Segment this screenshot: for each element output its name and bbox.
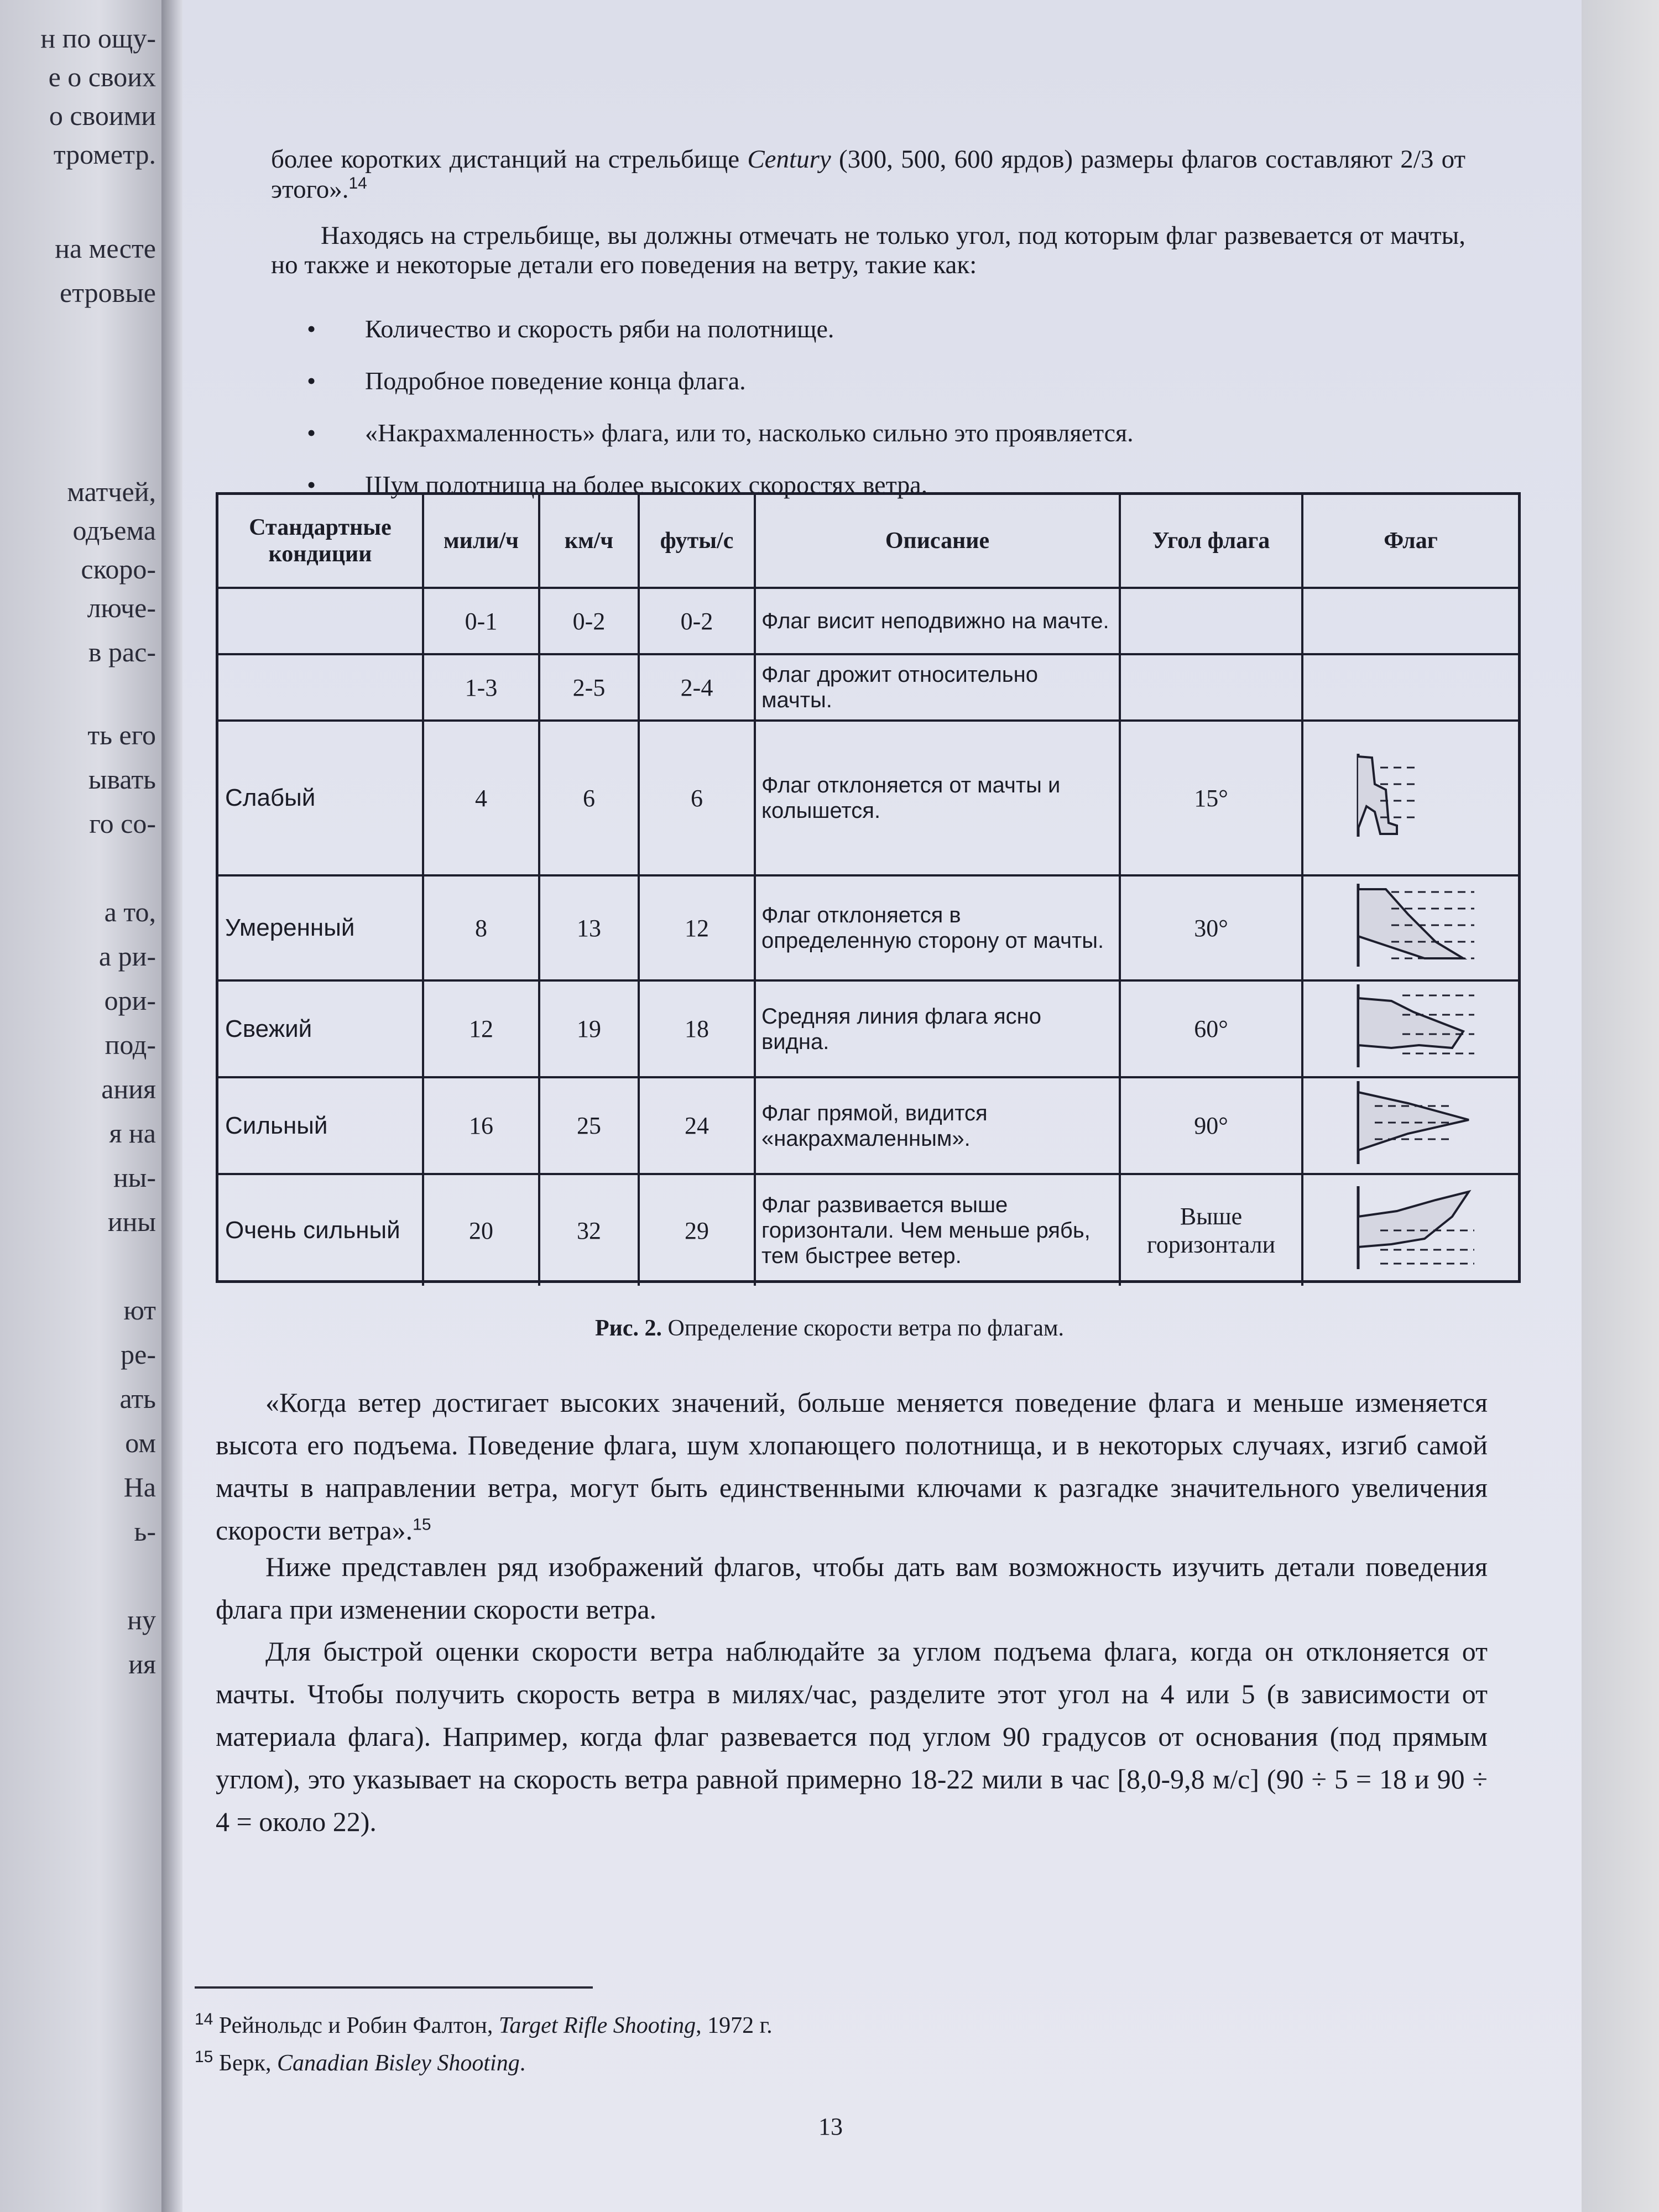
cell-angle: 30° — [1121, 877, 1303, 982]
cell-angle: Выше горизонтали — [1121, 1175, 1303, 1286]
left-page-fragment: ания — [101, 1073, 156, 1104]
flag-60-icon — [1342, 982, 1480, 1076]
left-page-fragment: На — [123, 1472, 156, 1503]
footnote-text: Берк, — [218, 2051, 272, 2076]
left-page-fragment: ют — [123, 1295, 156, 1326]
cell-fps: 29 — [640, 1175, 756, 1286]
footnote-number: 15 — [195, 2048, 213, 2066]
left-page-fragment: я на — [109, 1118, 156, 1149]
cell-flag — [1303, 589, 1518, 655]
header-flag: Флаг — [1303, 495, 1518, 589]
cell-mph: 8 — [424, 877, 540, 982]
cell-kmh: 2-5 — [540, 655, 640, 722]
cell-description: Флаг прямой, видится «накрахмаленным». — [756, 1078, 1121, 1175]
left-page-fragment: ом — [125, 1427, 156, 1458]
footnote-text: Рейнольдс и Робин Фалтон, — [218, 2013, 493, 2038]
intro-p1-text2: (300, 500, 600 ярдов) размеры флагов составляют 2/3 от этого». — [271, 145, 1466, 204]
quote-paragraph — [216, 1381, 1488, 1552]
left-page-fragment: ну — [127, 1604, 156, 1635]
left-page-fragment: ь- — [134, 1516, 156, 1547]
cell-flag — [1303, 655, 1518, 722]
cell-flag — [1303, 1078, 1518, 1175]
cell-condition: Умеренный — [218, 877, 424, 982]
cell-kmh: 19 — [540, 982, 640, 1078]
left-page-fragment: ре- — [121, 1339, 156, 1370]
footnote-italic: Canadian Bisley Shooting — [277, 2051, 520, 2076]
cell-mph: 20 — [424, 1175, 540, 1286]
cell-kmh: 13 — [540, 877, 640, 982]
bullet-item: • Количество и скорость ряби на полотнище. — [365, 303, 1416, 355]
background-surface — [1582, 0, 1659, 2212]
left-page-fragment: на месте — [55, 233, 156, 264]
left-page-fragment: го со- — [89, 808, 156, 839]
left-page-fragment: н по ощу- — [40, 23, 156, 54]
bullet-item: • Подробное поведение конца флага. — [365, 355, 1416, 407]
left-page-fragment: а ри- — [98, 941, 156, 972]
left-page-fragment: под- — [105, 1029, 156, 1060]
header-description: Описание — [756, 495, 1121, 589]
intro-p1-text: более коротких дистанций на стрельбище — [271, 145, 740, 174]
cell-flag — [1303, 877, 1518, 982]
left-page-fragment: о своими — [49, 100, 156, 131]
cell-condition: Сильный — [218, 1078, 424, 1175]
flag-30-icon — [1342, 881, 1480, 975]
cell-fps: 24 — [640, 1078, 756, 1175]
cell-angle — [1121, 655, 1303, 722]
cell-description: Средняя линия флага ясно видна. — [756, 982, 1121, 1078]
cell-mph: 0-1 — [424, 589, 540, 655]
footnote-14 — [195, 2010, 773, 2039]
bullet-item: • Шум полотнища на более высоких скоростях ветра. — [365, 459, 1416, 511]
left-page-fragment: скоро- — [81, 554, 156, 585]
paragraph-quick-estimate: Для быстрой оценки скорости ветра наблюдайте за углом подъема флага, когда он отклоняется от мачты. Чтобы получить скорость ветра в милях/час, разделите этот угол на 4 или 5 (в зависимости от материала флага). Например, когда флаг развевается под углом 90 градусов от основания (под прямым углом), это указывает на скорость ветра равной примерно 18-22 мили в час [8,0-9,8 м/с] (90 ÷ 5 = 18 и 90 ÷ 4 = около 22). — [216, 1636, 1488, 1837]
footnote-italic: Target Rifle Shooting — [498, 2013, 696, 2038]
left-page-fragment: е о своих — [48, 61, 156, 92]
cell-angle — [1121, 589, 1303, 655]
cell-fps: 0-2 — [640, 589, 756, 655]
cell-condition — [218, 655, 424, 722]
intro-paragraph-1 — [271, 145, 1465, 204]
cell-kmh: 32 — [540, 1175, 640, 1286]
cell-mph: 4 — [424, 722, 540, 877]
left-page-fragment: ны- — [113, 1162, 156, 1193]
left-page-fragment: одъема — [72, 515, 156, 546]
cell-fps: 2-4 — [640, 655, 756, 722]
left-page-fragment: лючe- — [87, 592, 156, 623]
cell-flag — [1303, 1175, 1518, 1286]
caption-label: Рис. 2. — [595, 1316, 662, 1341]
header-condition: Стандартные кондиции — [218, 495, 424, 589]
left-page-edge — [0, 0, 166, 2212]
footnote-number: 14 — [195, 2010, 213, 2028]
cell-condition: Слабый — [218, 722, 424, 877]
footnote-15 — [195, 2048, 525, 2077]
cell-kmh: 0-2 — [540, 589, 640, 655]
caption-text: Определение скорости ветра по флагам. — [667, 1316, 1064, 1341]
cell-description: Флаг висит неподвижно на мачте. — [756, 589, 1121, 655]
header-kmh: км/ч — [540, 495, 640, 589]
header-fps: футы/с — [640, 495, 756, 589]
footnote-text-end: , 1972 г. — [696, 2013, 773, 2038]
intro-p1-italic: Century — [747, 145, 831, 174]
cell-description: Флаг дрожит относительно мачты. — [756, 655, 1121, 722]
cell-description: Флаг отклоняется от мачты и колышется. — [756, 722, 1121, 877]
left-page-fragment: ори- — [104, 985, 156, 1016]
wind-speed-table — [216, 492, 1521, 1283]
cell-angle: 60° — [1121, 982, 1303, 1078]
cell-condition: Очень сильный — [218, 1175, 424, 1286]
cell-fps: 18 — [640, 982, 756, 1078]
left-page-fragment: етровые — [59, 277, 156, 308]
cell-fps: 6 — [640, 722, 756, 877]
bullet-item: • «Накрахмаленность» флага, или то, насколько сильно это проявляется. — [365, 407, 1416, 459]
cell-angle: 15° — [1121, 722, 1303, 877]
flag-15-icon — [1342, 751, 1480, 846]
cell-angle: 90° — [1121, 1078, 1303, 1175]
header-mph: мили/ч — [424, 495, 540, 589]
figure-caption — [0, 1315, 1659, 1342]
cell-description: Флаг отклоняется в определенную сторону от мачты. — [756, 877, 1121, 982]
detail-bullet-list — [365, 303, 1416, 511]
footnote-ref-14: 14 — [348, 174, 367, 192]
cell-fps: 12 — [640, 877, 756, 982]
left-page-fragment: ия — [128, 1648, 156, 1679]
flag-90-icon — [1342, 1078, 1480, 1173]
left-page-fragment: ины — [107, 1206, 156, 1237]
left-page-fragment: в рас- — [88, 637, 156, 667]
left-page-fragment: ывать — [88, 764, 156, 795]
book-spine — [161, 0, 184, 2212]
footnote-text-end: . — [519, 2051, 526, 2076]
intro-paragraph-2: Находясь на стрельбище, вы должны отмечать не только угол, под которым флаг развевается от мачты, но также и некоторые детали его поведения на ветру, такие как: — [271, 221, 1465, 279]
cell-flag — [1303, 982, 1518, 1078]
quote-text: «Когда ветер достигает высоких значений, больше меняется поведение флага и меньше изменяется высота его подъема. Поведение флага, шум хлопающего полотнища, и в некоторых случаях, изгиб самой мачты в направлении ветра, могут быть единственными ключами к разгадке значительного увеличения скорости ветра». — [216, 1387, 1488, 1546]
cell-kmh: 6 — [540, 722, 640, 877]
cell-condition: Свежий — [218, 982, 424, 1078]
cell-condition — [218, 589, 424, 655]
cell-mph: 16 — [424, 1078, 540, 1175]
cell-mph: 12 — [424, 982, 540, 1078]
left-page-fragment: ть его — [87, 719, 156, 750]
cell-flag — [1303, 722, 1518, 877]
flag-above-icon — [1342, 1183, 1480, 1278]
header-angle: Угол флага — [1121, 495, 1303, 589]
left-page-fragment: ать — [119, 1383, 156, 1414]
footnote-ref-15: 15 — [413, 1515, 431, 1534]
cell-kmh: 25 — [540, 1078, 640, 1175]
footnote-divider — [195, 1986, 593, 1989]
left-page-fragment: а то, — [104, 896, 156, 927]
left-page-fragment: матчей, — [67, 476, 156, 507]
left-page-fragment: трометр. — [53, 139, 156, 170]
cell-mph: 1-3 — [424, 655, 540, 722]
paragraph-flag-images: Ниже представлен ряд изображений флагов, чтобы дать вам возможность изучить детали поведения флага при изменении скорости ветра. — [216, 1551, 1488, 1625]
cell-description: Флаг развивается выше горизонтали. Чем меньше рябь, тем быстрее ветер. — [756, 1175, 1121, 1286]
page-number: 13 — [818, 2113, 843, 2140]
